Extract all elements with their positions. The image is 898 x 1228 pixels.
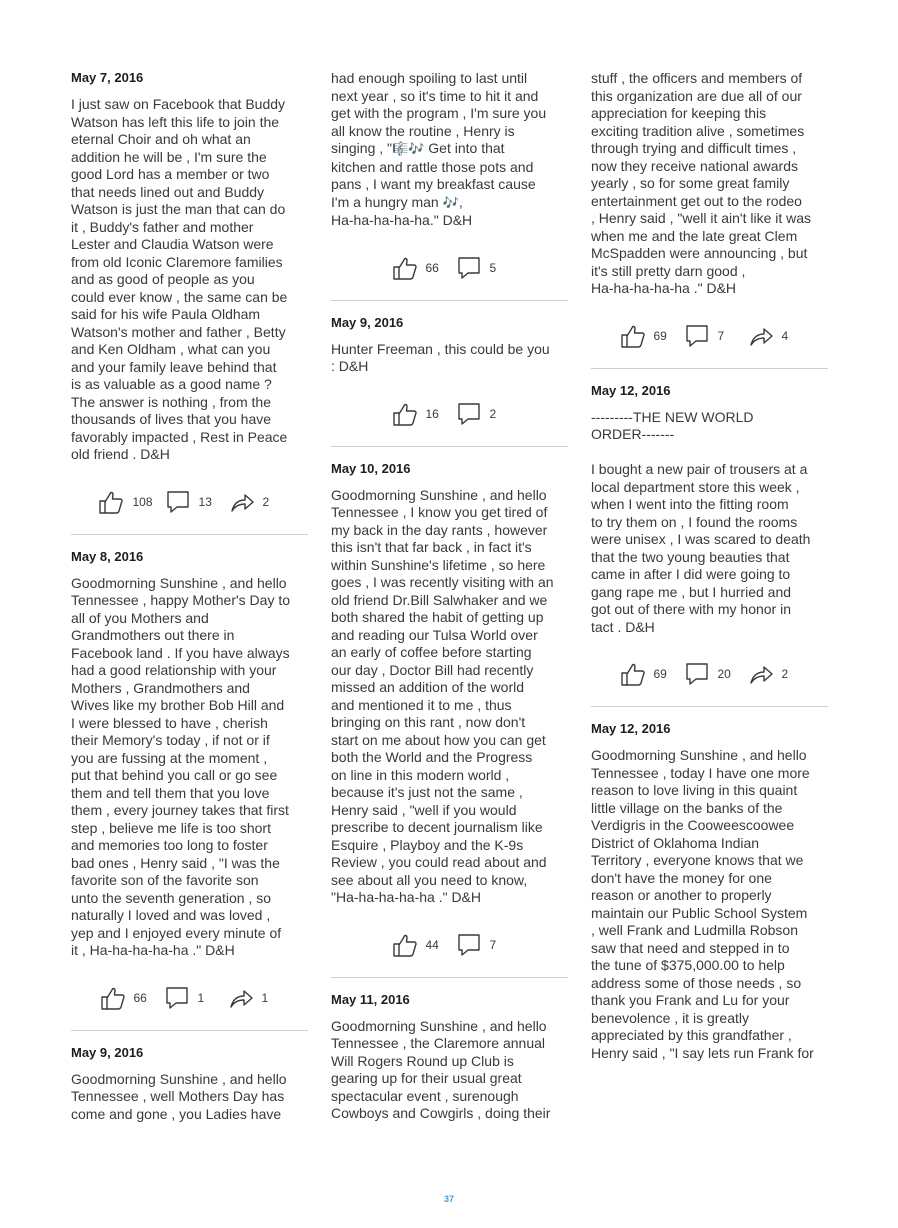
share-arrow-icon <box>748 661 774 687</box>
post-text: Hunter Freeman , this could be you : D&H <box>331 340 550 374</box>
post-text-segment: had enough spoiling to last until next year , so it's time to hit it and get with the program , I'm sure you all know the routine , Henry is singing , " <box>331 70 547 156</box>
music-notes-icon: 🎼🎶 <box>392 142 425 157</box>
like-count: 66 <box>133 990 147 1005</box>
thumbs-up-icon <box>620 323 646 349</box>
post-heading: ---------THE NEW WORLD ORDER------- <box>591 408 754 442</box>
post-may-11-part-2 <box>591 70 828 369</box>
post-actions <box>331 252 568 284</box>
share-button[interactable] <box>228 985 280 1011</box>
comment-bubble-icon <box>164 985 190 1011</box>
post-text: Goodmorning Sunshine , and hello Tennessee , today I have one more reason to love living in this quaint little village on the banks of the Verdigris in the Cooweescoowee District of Oklahoma Indian Territory , everyone knows that we don't have the money for one reason or another to properly maintain our Public School System , well Frank and Ludmilla Robson saw that need and stepped in to the tune of $375,000.00 to help address some of those needs , so thank you Frank and Lu for your benevolence , it is greatly appreciated by this grandfather , Henry said , "I say lets run Frank for <box>591 747 814 1061</box>
comment-button[interactable] <box>165 489 217 515</box>
thumbs-up-icon <box>392 932 418 958</box>
like-button[interactable] <box>620 661 672 687</box>
share-count: 1 <box>261 990 269 1005</box>
like-count: 44 <box>425 937 439 952</box>
post-date: May 12, 2016 <box>591 721 671 736</box>
column-2 <box>331 70 568 1123</box>
post-may-8 <box>71 549 308 1031</box>
post-actions <box>591 658 828 690</box>
comment-count: 7 <box>717 328 725 343</box>
comment-button[interactable] <box>684 323 736 349</box>
post-may-9-hunter <box>331 315 568 447</box>
like-button[interactable] <box>392 932 444 958</box>
share-count: 4 <box>781 328 789 343</box>
post-text: Goodmorning Sunshine , and hello Tennessee , the Claremore annual Will Rogers Round up Club is gearing up for their usual great spectacular event , surenough Cowboys and Cowgirls , doing their <box>331 1017 551 1121</box>
post-text <box>331 70 568 230</box>
post-text: Goodmorning Sunshine , and hello Tennessee , I know you get tired of my back in the day rants , however this isn't that far back , in fact it's within Sunshine's lifetime , so here goes , I was recently visiting with an old friend Dr.Bill Salwhaker and we both shared the habit of getting up and reading our Tulsa World over an early of coffee before starting our day , Doctor Bill had recently missed an addition of the world and mentioned it to me , thus bringing on this rant , now don't start on me about how you can get both the World and the Progress on line in this modern world , because it's just not the same , Henry said , "well if you would prescribe to decent journalism like Esquire , Playboy and the K-9s Review , you could read about and see about all you need to know, "Ha-ha-ha-ha-ha ." D&H <box>331 486 554 905</box>
comment-bubble-icon <box>456 255 482 281</box>
post-date: May 9, 2016 <box>331 314 404 330</box>
post-text-segment: , Ha-ha-ha-ha-ha." D&H <box>331 193 473 228</box>
comment-button[interactable] <box>456 932 508 958</box>
post-text: stuff , the officers and members of this organization are due all of our appreciation for keeping this exciting tradition alive , sometimes through trying and difficult times , now they receive national awards yearly , so for some great family entertainment get out to the rodeo , Henry said , "well it ain't like it was when me and the late great Clem McSpadden were announcing , but it's still pretty darn good , Ha-ha-ha-ha-ha ." D&H <box>591 70 812 296</box>
post-actions <box>71 982 308 1014</box>
share-count: 2 <box>262 494 270 509</box>
comment-bubble-icon <box>165 489 191 515</box>
post-may-7 <box>71 70 308 535</box>
comment-bubble-icon <box>684 661 710 687</box>
post-may-12-new-world-order <box>591 383 828 708</box>
share-arrow-icon <box>229 489 255 515</box>
post-may-9-part-1 <box>71 1045 308 1124</box>
comment-bubble-icon <box>684 323 710 349</box>
like-count: 66 <box>425 260 439 275</box>
thumbs-up-icon <box>100 985 126 1011</box>
comment-count: 20 <box>717 667 731 681</box>
thumbs-up-icon <box>392 255 418 281</box>
post-date: May 9, 2016 <box>71 1044 144 1060</box>
like-button[interactable] <box>620 323 672 349</box>
divider <box>331 446 568 447</box>
post-date: May 8, 2016 <box>71 548 144 564</box>
post-text: I bought a new pair of trousers at a local department store this week , when I went into the fitting room to try them on , I found the rooms were unisex , I was scared to death that the two young beauties that came in after I did were going to gang rape me , but I hurried and got out of there with my honor in tact . D&H <box>591 461 811 635</box>
like-button[interactable] <box>392 255 444 281</box>
comment-count: 13 <box>198 494 212 509</box>
comment-button[interactable] <box>456 255 508 281</box>
comment-count: 1 <box>197 990 205 1005</box>
post-text: Goodmorning Sunshine , and hello Tennessee , happy Mother's Day to all of you Mothers and Grandmothers out there in Facebook land . If you have always had a good relationship with your Mothers , Grandmothers and Wives like my brother Bob Hill and I were blessed to have , cherish their Memory's today , if not or if you are fussing at the moment , put that behind you call or go see them and tell them that you love them , every journey takes that first step , believe me life is too short and memories too long to foster bad ones , Henry said , "I was the favorite son of the favorite son unto the seventh generation , so naturally I loved and was loved , yep and I enjoyed every minute of it , Ha-ha-ha-ha-ha ." D&H <box>71 574 291 958</box>
share-count: 2 <box>781 667 789 681</box>
divider <box>331 977 568 978</box>
music-notes-icon: 🎶 <box>442 195 459 211</box>
post-actions <box>591 320 828 352</box>
like-button[interactable] <box>392 401 444 427</box>
comment-button[interactable] <box>684 661 736 687</box>
like-count: 69 <box>653 328 667 343</box>
like-count: 69 <box>653 667 667 681</box>
column-1 <box>71 70 308 1123</box>
page-number: 37 <box>443 1194 454 1204</box>
share-button[interactable] <box>748 323 800 349</box>
post-date: May 10, 2016 <box>331 460 411 476</box>
post-actions <box>331 929 568 961</box>
share-arrow-icon <box>748 323 774 349</box>
comment-button[interactable] <box>456 401 508 427</box>
column-3 <box>591 70 828 1062</box>
comment-count: 5 <box>489 260 497 275</box>
post-text: Goodmorning Sunshine , and hello Tennessee , well Mothers Day has come and gone , you Ladies have <box>71 1070 287 1122</box>
divider <box>71 1030 308 1031</box>
thumbs-up-icon <box>620 661 646 687</box>
post-may-10 <box>331 461 568 978</box>
divider <box>331 300 568 301</box>
divider <box>591 368 828 369</box>
like-count: 108 <box>132 494 153 509</box>
comment-bubble-icon <box>456 932 482 958</box>
comment-count: 7 <box>489 937 497 952</box>
post-actions <box>331 398 568 430</box>
post-text: I just saw on Facebook that Buddy Watson has left this life to join the eternal Choir and oh what an addition he will be , I'm sure the good Lord has a member or two that needs lined out and Buddy Watson is just the man that can do it , Buddy's father and mother Lester and Claudia Watson were from old Iconic Claremore families and as good of people as you could ever know , the same can be said for his wife Paula Oldham Watson's mother and father , Betty and Ken Oldham , what can you and your family leave behind that is as valuable as a good name ? The answer is nothing , from the thousands of lives that you have favorably impacted , Rest in Peace old friend . D&H <box>71 96 288 462</box>
post-date: May 12, 2016 <box>591 382 671 398</box>
post-may-11-part-1 <box>331 992 568 1123</box>
divider <box>71 534 308 535</box>
comment-button[interactable] <box>164 985 216 1011</box>
share-button[interactable] <box>748 661 800 687</box>
post-may-9-part-2 <box>331 70 568 301</box>
share-button[interactable] <box>229 489 281 515</box>
post-may-12-robson <box>591 721 828 1062</box>
comment-count: 2 <box>489 406 497 421</box>
post-actions <box>71 486 308 518</box>
share-arrow-icon <box>228 985 254 1011</box>
thumbs-up-icon <box>392 401 418 427</box>
post-text-segment: Get into that kitchen and rattle those pots and pans , I want my breakfast cause I'm a hungry man <box>331 140 536 210</box>
like-button[interactable] <box>98 489 152 515</box>
divider <box>591 706 828 707</box>
like-count: 16 <box>425 406 439 421</box>
like-button[interactable] <box>100 985 152 1011</box>
post-date: May 11, 2016 <box>331 991 410 1007</box>
comment-bubble-icon <box>456 401 482 427</box>
post-date: May 7, 2016 <box>71 70 144 85</box>
thumbs-up-icon <box>98 489 124 515</box>
